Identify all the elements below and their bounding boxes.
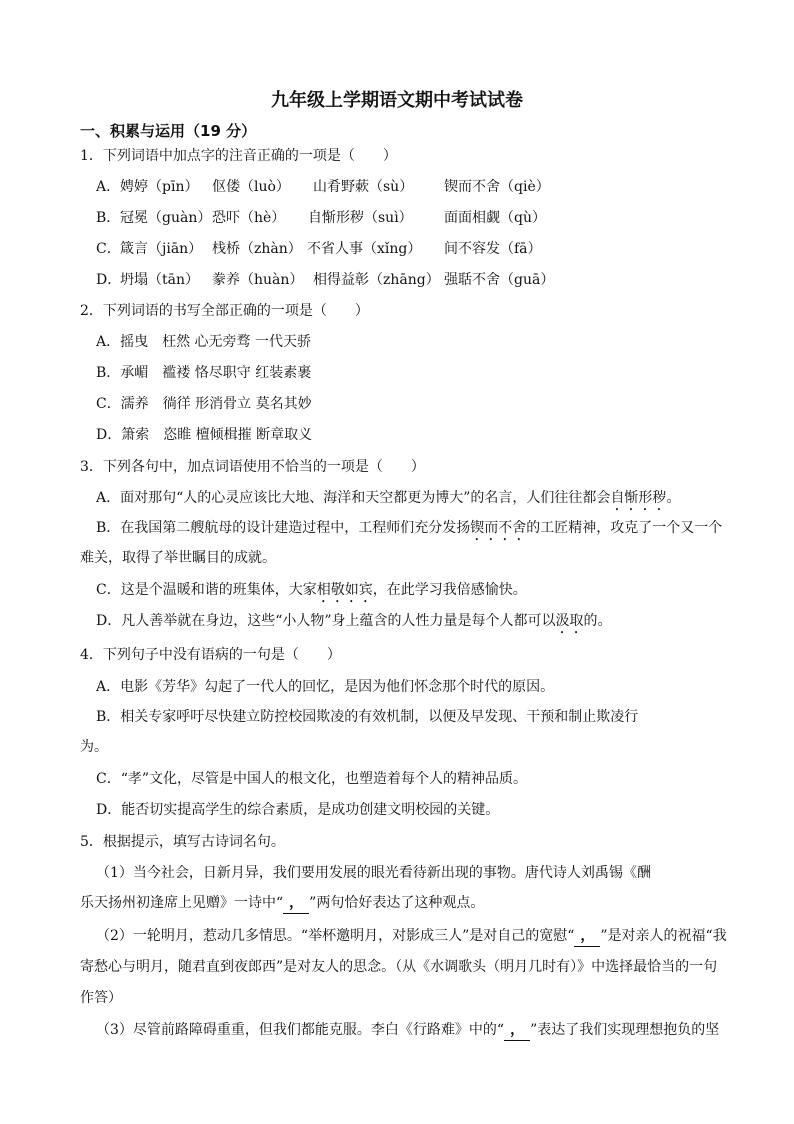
question-4-stem: 4．下列句子中没有语病的一句是（ ） bbox=[80, 647, 341, 663]
option-item: 不省人事（xǐng） bbox=[307, 241, 422, 257]
fill-blank[interactable]: ， bbox=[504, 1020, 530, 1041]
part-text: （2）一轮明月，惹动几多情思。“举杯邀明月，对影成三人”是对自己的宽慰“ bbox=[96, 928, 575, 944]
option-label: C． bbox=[96, 241, 121, 257]
part-text: ”两句恰好表达了这种观点。 bbox=[309, 895, 485, 911]
question-5-part-2-cont: 寄愁心与明月，随君直到夜郎西”是对友人的思念。（从《水调歌头（明月几时有）》中选择最恰当的一句 bbox=[80, 959, 718, 975]
question-4-option-b: B．相关专家呼吁尽快建立防控校园欺凌的有效机制，以便及早发现、干预和制止欺凌行 bbox=[96, 709, 639, 725]
option-item: 伛偻（luò） bbox=[212, 179, 290, 195]
option-item: 面面相觑（qù） bbox=[444, 210, 546, 226]
question-3-option-b-cont: 难关，取得了举世瞩目的成就。 bbox=[80, 550, 276, 566]
question-2-option-b: B．承嵋 褴褛 恪尽职守 红装素裹 bbox=[96, 365, 312, 381]
option-item: 间不容发（fā） bbox=[444, 241, 542, 257]
page-title: 九年级上学期语文期中考试试卷 bbox=[271, 90, 523, 111]
question-4-option-c: C．“孝”文化，尽管是中国人的根文化，也塑造着每个人的精神品质。 bbox=[96, 771, 528, 787]
question-2-option-a: A．摇曳 枉然 心无旁骛 一代天骄 bbox=[96, 334, 312, 350]
dotted-phrase: 汲取 bbox=[555, 613, 584, 629]
question-2-option-d: D．箫索 恣睢 檀倾楫摧 断章取义 bbox=[96, 427, 313, 443]
question-5-part-1-cont bbox=[80, 893, 484, 914]
option-item: 冠冕（guàn） bbox=[120, 210, 212, 226]
part-text: 乐天扬州初逢席上见赠》一诗中“ bbox=[80, 895, 284, 911]
fill-blank[interactable]: ， bbox=[574, 926, 600, 947]
part-text: ”表达了我们实现理想抱负的坚 bbox=[530, 1022, 720, 1038]
option-text: B．在我国第二艘航母的设计建造过程中，工程师们充分发扬 bbox=[96, 520, 471, 536]
dotted-phrase: 相敬如宾 bbox=[316, 582, 373, 598]
option-text: D．凡人善举就在身边，这些“小人物”身上蕴含的人性力量是每个人都可以 bbox=[96, 613, 556, 629]
option-item: 强聒不舍（guā） bbox=[444, 272, 555, 288]
option-text: 的。 bbox=[583, 613, 612, 629]
option-text: 。 bbox=[666, 490, 681, 506]
question-4-option-d: D．能否切实提高学生的综合素质，是成功创建文明校园的关键。 bbox=[96, 802, 500, 818]
fill-blank[interactable]: ， bbox=[283, 893, 309, 914]
option-text: C．这是个温暖和谐的班集体，大家 bbox=[96, 582, 317, 598]
option-label: A． bbox=[96, 179, 121, 195]
option-text: 的工匠精神，攻克了一个又一个 bbox=[526, 520, 723, 536]
dotted-phrase: 自惭形秽 bbox=[610, 490, 667, 506]
section-heading: 一、积累与运用（19 分） bbox=[80, 122, 257, 140]
question-5-part-2-cont2: 作答） bbox=[80, 990, 122, 1006]
option-label: D． bbox=[96, 272, 122, 288]
option-text: ，在此学习我倍感愉快。 bbox=[372, 582, 527, 598]
question-3-option-d bbox=[96, 611, 612, 637]
question-2-option-c: C．濡养 徜徉 形消骨立 莫名其妙 bbox=[96, 396, 312, 412]
question-3-option-a bbox=[96, 488, 680, 514]
question-5-part-2 bbox=[96, 926, 727, 947]
option-label: B． bbox=[96, 210, 121, 226]
option-text: A．面对那句“人的心灵应该比大地、海洋和天空都更为博大”的名言，人们往往都会 bbox=[96, 490, 611, 506]
question-1-stem: 1．下列词语中加点字的注音正确的一项是（ ） bbox=[80, 148, 397, 164]
option-item: 栈桥（zhàn） bbox=[212, 241, 302, 257]
question-5-stem: 5．根据提示，填写古诗词名句。 bbox=[80, 834, 285, 850]
question-4-option-b-cont: 为。 bbox=[80, 739, 108, 755]
question-4-option-a: A．电影《芳华》勾起了一代人的回忆，是因为他们怀念那个时代的原因。 bbox=[96, 679, 555, 695]
question-3-stem: 3．下列各句中，加点词语使用不恰当的一项是（ ） bbox=[80, 459, 425, 475]
option-item: 锲而不舍（qiè） bbox=[444, 179, 550, 195]
dotted-phrase: 锲而不舍 bbox=[470, 520, 527, 536]
question-2-stem: 2．下列词语的书写全部正确的一项是（ ） bbox=[80, 303, 369, 319]
option-item: 箴言（jiān） bbox=[120, 241, 203, 257]
part-text: ”是对亲人的祝福“我 bbox=[600, 928, 727, 944]
option-item: 恐吓（hè） bbox=[212, 210, 286, 226]
question-3-option-b bbox=[96, 518, 722, 544]
option-item: 娉婷（pīn） bbox=[120, 179, 199, 195]
option-item: 相得益彰（zhāng） bbox=[313, 272, 440, 288]
part-text: （3）尽管前路障碍重重，但我们都能克服。李白《行路难》中的“ bbox=[96, 1022, 505, 1038]
question-5-part-3 bbox=[96, 1020, 719, 1041]
question-5-part-1: （1）当今社会，日新月异，我们要用发展的眼光看待新出现的事物。唐代诗人刘禹锡《酬 bbox=[96, 865, 651, 881]
option-item: 坍塌（tān） bbox=[120, 272, 199, 288]
option-item: 豢养（huàn） bbox=[212, 272, 304, 288]
question-3-option-c bbox=[96, 580, 527, 606]
option-item: 山肴野蔌（sù） bbox=[313, 179, 414, 195]
option-item: 自惭形秽（suì） bbox=[308, 210, 413, 226]
